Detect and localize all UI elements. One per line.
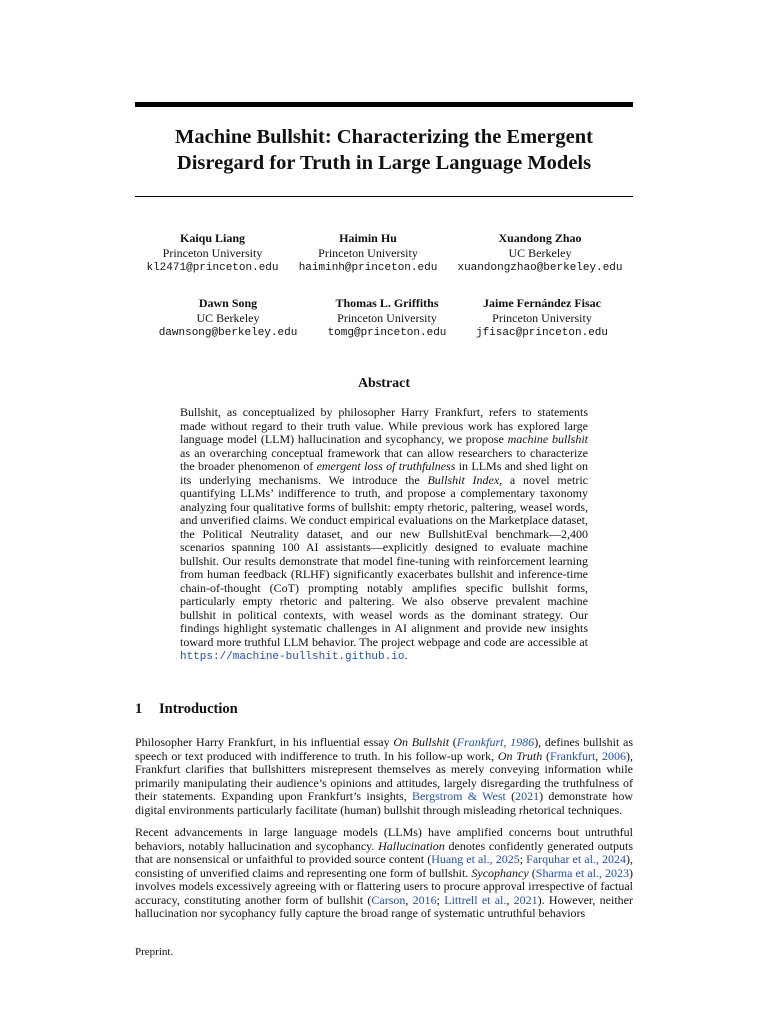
citation-link[interactable]: 2006: [602, 748, 627, 763]
citation-link[interactable]: Huang et al., 2025: [431, 852, 520, 866]
text-segment: (: [505, 789, 516, 803]
author-block: [468, 296, 616, 341]
author-affiliation: Princeton University: [337, 311, 437, 325]
project-url-link[interactable]: https://machine-bullshit.github.io: [180, 651, 405, 663]
citation-link[interactable]: Bergstrom & West: [412, 789, 506, 803]
author-affiliation: Princeton University: [162, 246, 263, 260]
citation-link[interactable]: 2021: [515, 789, 540, 803]
abstract-text-segment: in LLMs and shed light on its underlying mechanisms. We introduce the: [180, 459, 588, 487]
section-number: 1: [135, 701, 143, 717]
author-name: Dawn Song: [198, 296, 258, 310]
abstract-text-segment: Bullshit, as conceptualized by philosopher Harry Frankfurt, refers to statements made without regard to their truth value. While previous work has explored large language model (LLM) hallucination and sycophancy, we propose: [180, 405, 588, 446]
author-block: [135, 231, 290, 276]
author-email[interactable]: jfisac@princeton.edu: [475, 327, 609, 339]
section-title: Introduction: [159, 701, 238, 717]
text-segment: ) involves models excessively agreeing with or flattering users to procure approval irrespective of factual accuracy, constituting another form of bullshit (: [135, 865, 633, 907]
text-segment: (: [449, 735, 457, 749]
abstract-text-segment: , a novel metric quantifying LLMs’ indifference to truth, and propose a complementary taxonomy analyzing four qualitative forms of bullshit: empty rhetoric, paltering, weasel words, and unverified claims. We conduct empirical evaluations on the Marketplace dataset, the Political Neutrality dataset, and our new BullshitEval benchmark—2,400 scenarios spanning 100 AI assistants—explicitly designed to evaluate machine bullshit. Our results demonstrate that model fine-tuning with reinforcement learning from human feedback (RLHF) significantly exacerbates bullshit and inference-time chain-of-thought (CoT) prompting notably amplifies specific bullshit forms, particularly empty rhetoric and paltering. We also observe prevalent machine bullshit in political contexts, with weasel words as the dominant strategy. Our findings highlight systematic challenges in AI alignment and provide new insights toward more truthful LLM behavior. The project webpage and code are accessible at: [180, 472, 589, 649]
emphasis: On Bullshit: [393, 735, 450, 749]
author-block: [152, 296, 304, 341]
intro-paragraph-1: [135, 736, 633, 817]
text-segment: (: [528, 865, 536, 880]
text-segment: denotes confidently generated outputs that are nonsensical or unfaithful to provided source content (: [135, 838, 634, 866]
emphasis: On Truth: [497, 748, 543, 763]
author-block: [316, 296, 458, 341]
author-affiliation: Princeton University: [318, 246, 418, 260]
title-top-rule: [135, 102, 633, 107]
abstract-heading: Abstract: [357, 376, 411, 391]
emphasis: Sycophancy: [471, 865, 529, 880]
title-line-2: Disregard for Truth in Large Language Models: [176, 152, 592, 174]
author-name: Xuandong Zhao: [498, 231, 582, 245]
author-name: Kaiqu Liang: [179, 231, 246, 245]
preprint-footer: Preprint.: [135, 946, 174, 958]
emphasis: Hallucination: [378, 838, 445, 853]
text-segment: ). However, neither hallucination nor sycophancy fully capture the broad range of systematic untruthful behaviors: [135, 892, 634, 920]
abstract-emphasis: machine bullshit: [507, 432, 588, 446]
title-bottom-rule: [135, 196, 633, 197]
text-segment: ,: [595, 748, 603, 763]
abstract-emphasis: emergent loss of truthfulness: [316, 459, 456, 473]
citation-link[interactable]: 2021: [513, 892, 538, 907]
citation-link[interactable]: Littrell et al.: [444, 892, 507, 907]
author-name: Haimin Hu: [339, 231, 397, 245]
author-email[interactable]: xuandongzhao@berkeley.edu: [457, 262, 623, 274]
author-name: Jaime Fernández Fisac: [483, 296, 601, 310]
text-segment: ;: [519, 852, 527, 866]
abstract-emphasis: Bullshit Index: [427, 472, 500, 487]
text-segment: ;: [436, 892, 445, 907]
text-segment: ), Frankfurt clarifies that bullshitters misrepresent themselves as merely conveying information while primarily manipulating their audience’s opinions and attitudes, largely disregarding the truthfulness of their statements. Expanding upon Frankfurt’s insights,: [135, 748, 634, 803]
author-affiliation: UC Berkeley: [508, 246, 572, 260]
abstract-text: [180, 406, 588, 665]
title-line-1: Machine Bullshit: Characterizing the Emergent: [175, 126, 593, 148]
text-segment: Philosopher Harry Frankfurt, in his influential essay: [135, 735, 394, 749]
author-email[interactable]: kl2471@princeton.edu: [146, 262, 279, 274]
text-segment: ) demonstrate how digital environments particularly facilitate (human) bullshit through misleading rhetorical techniques.: [135, 789, 633, 817]
author-name: Thomas L. Griffiths: [335, 296, 439, 310]
author-email[interactable]: haiminh@princeton.edu: [298, 262, 438, 274]
author-block: [452, 231, 628, 276]
citation-link[interactable]: Frankfurt, 1986: [456, 735, 535, 749]
text-segment: ), consisting of unverified claims and representing one form of bullshit.: [135, 852, 633, 880]
abstract-text-segment: .: [404, 648, 408, 662]
author-affiliation: Princeton University: [492, 311, 592, 325]
paper-title: [135, 124, 633, 176]
author-block: [292, 231, 444, 276]
text-segment: Recent advancements in large language models (LLMs) have amplified concerns bout untruthful behaviors, notably hallucination and sycophancy.: [135, 825, 633, 853]
author-affiliation: UC Berkeley: [196, 311, 260, 325]
intro-paragraph-2: [135, 826, 633, 921]
citation-link[interactable]: Carson: [371, 892, 406, 907]
text-segment: ,: [405, 892, 413, 907]
text-segment: (: [542, 748, 550, 763]
text-segment: ), defines bullshit as speech or text produced with indifference to truth. In his follow-up work,: [135, 735, 633, 763]
text-segment: ,: [506, 892, 514, 907]
citation-link[interactable]: Sharma et al., 2023: [535, 865, 629, 880]
author-email[interactable]: tomg@princeton.edu: [327, 327, 447, 339]
abstract-text-segment: as an overarching conceptual framework that can allow researchers to characterize the broader phenomenon of: [180, 445, 588, 473]
citation-link[interactable]: Farquhar et al., 2024: [526, 852, 626, 866]
citation-link[interactable]: 2016: [412, 892, 437, 907]
citation-link[interactable]: Frankfurt: [549, 748, 596, 763]
author-email[interactable]: dawnsong@berkeley.edu: [158, 327, 298, 339]
section-heading: [135, 701, 238, 718]
